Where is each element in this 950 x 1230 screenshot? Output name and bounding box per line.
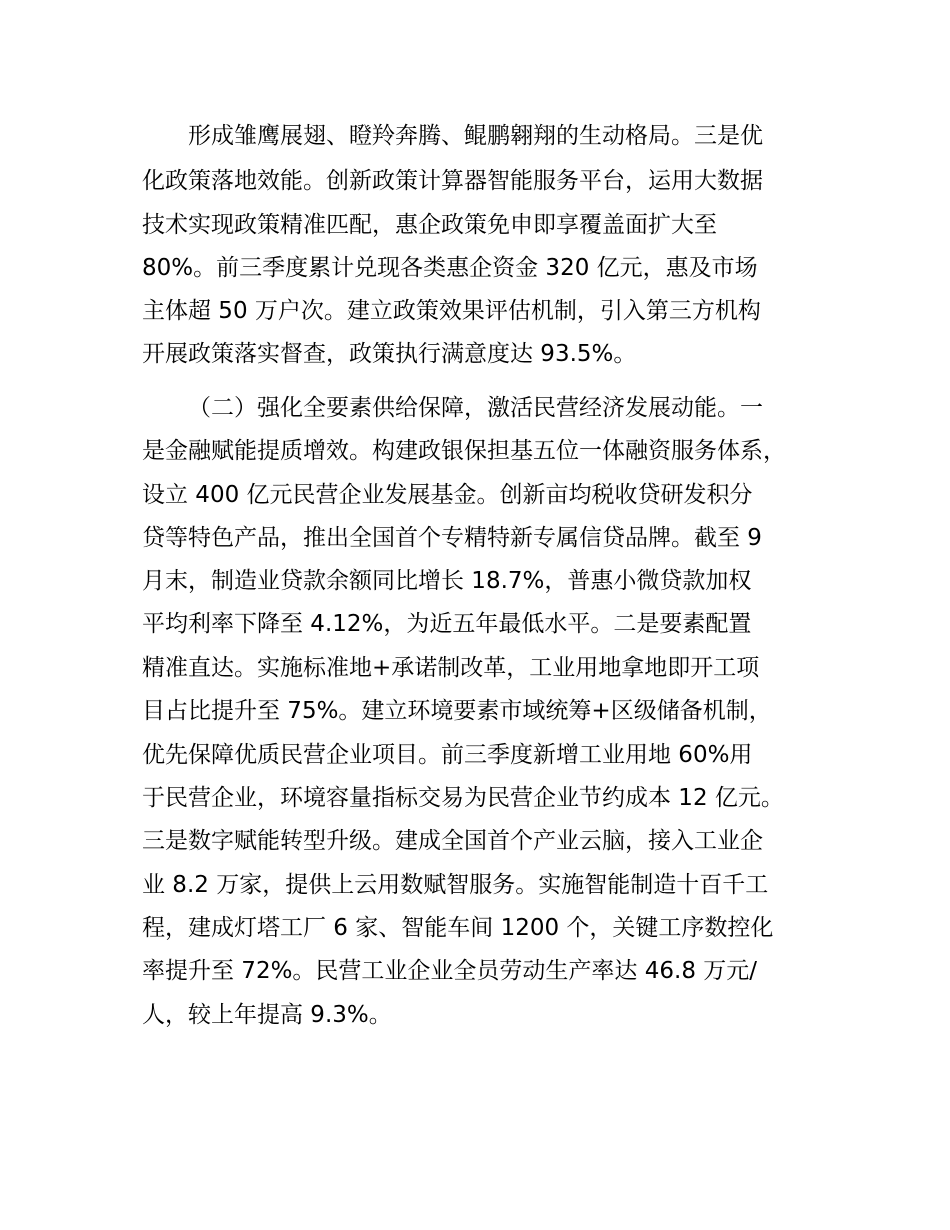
text-line: 贷等特色产品，推出全国首个专精特新专属信贷品牌。截至 9: [142, 525, 762, 551]
text-line: 目占比提升至 75%。建立环境要素市域统筹+区级储备机制，: [142, 698, 772, 724]
text-line: 业 8.2 万家，提供上云用数赋智服务。实施智能制造十百千工: [142, 872, 769, 898]
text-line: 人，较上年提高 9.3%。: [142, 1002, 392, 1028]
text-line: 是金融赋能提质增效。构建政银保担基五位一体融资服务体系，: [142, 438, 786, 464]
text-line: 平均利率下降至 4.12%，为近五年最低水平。二是要素配置: [142, 611, 752, 637]
text-line: 化政策落地效能。创新政策计算器智能服务平台，运用大数据: [142, 168, 763, 194]
text-line: 程，建成灯塔工厂 6 家、智能车间 1200 个，关键工序数控化: [142, 915, 774, 941]
text-line: 三是数字赋能转型升级。建成全国首个产业云脑，接入工业企: [142, 828, 763, 854]
text-line: 80%。前三季度累计兑现各类惠企资金 320 亿元，惠及市场: [142, 255, 758, 281]
text-line: 于民营企业，环境容量指标交易为民营企业节约成本 12 亿元。: [142, 785, 784, 811]
text-line: 精准直达。实施标准地+承诺制改革，工业用地拿地即开工项: [142, 655, 760, 681]
text-line: 形成雏鹰展翅、瞪羚奔腾、鲲鹏翱翔的生动格局。三是优: [188, 123, 763, 149]
section-heading-line: （二）强化全要素供给保障，激活民营经济发展动能。一: [188, 395, 763, 421]
text-line: 设立 400 亿元民营企业发展基金。创新亩均税收贷研发积分: [142, 482, 753, 508]
text-line: 技术实现政策精准匹配，惠企政策免申即享覆盖面扩大至: [142, 212, 717, 238]
text-line: 优先保障优质民营企业项目。前三季度新增工业用地 60%用: [142, 742, 753, 768]
text-line: 月末，制造业贷款余额同比增长 18.7%，普惠小微贷款加权: [142, 568, 752, 594]
text-line: 开展政策落实督查，政策执行满意度达 93.5%。: [142, 341, 637, 367]
text-line: 主体超 50 万户次。建立政策效果评估机制，引入第三方机构: [142, 298, 761, 324]
text-line: 率提升至 72%。民营工业企业全员劳动生产率达 46.8 万元/: [142, 958, 758, 984]
